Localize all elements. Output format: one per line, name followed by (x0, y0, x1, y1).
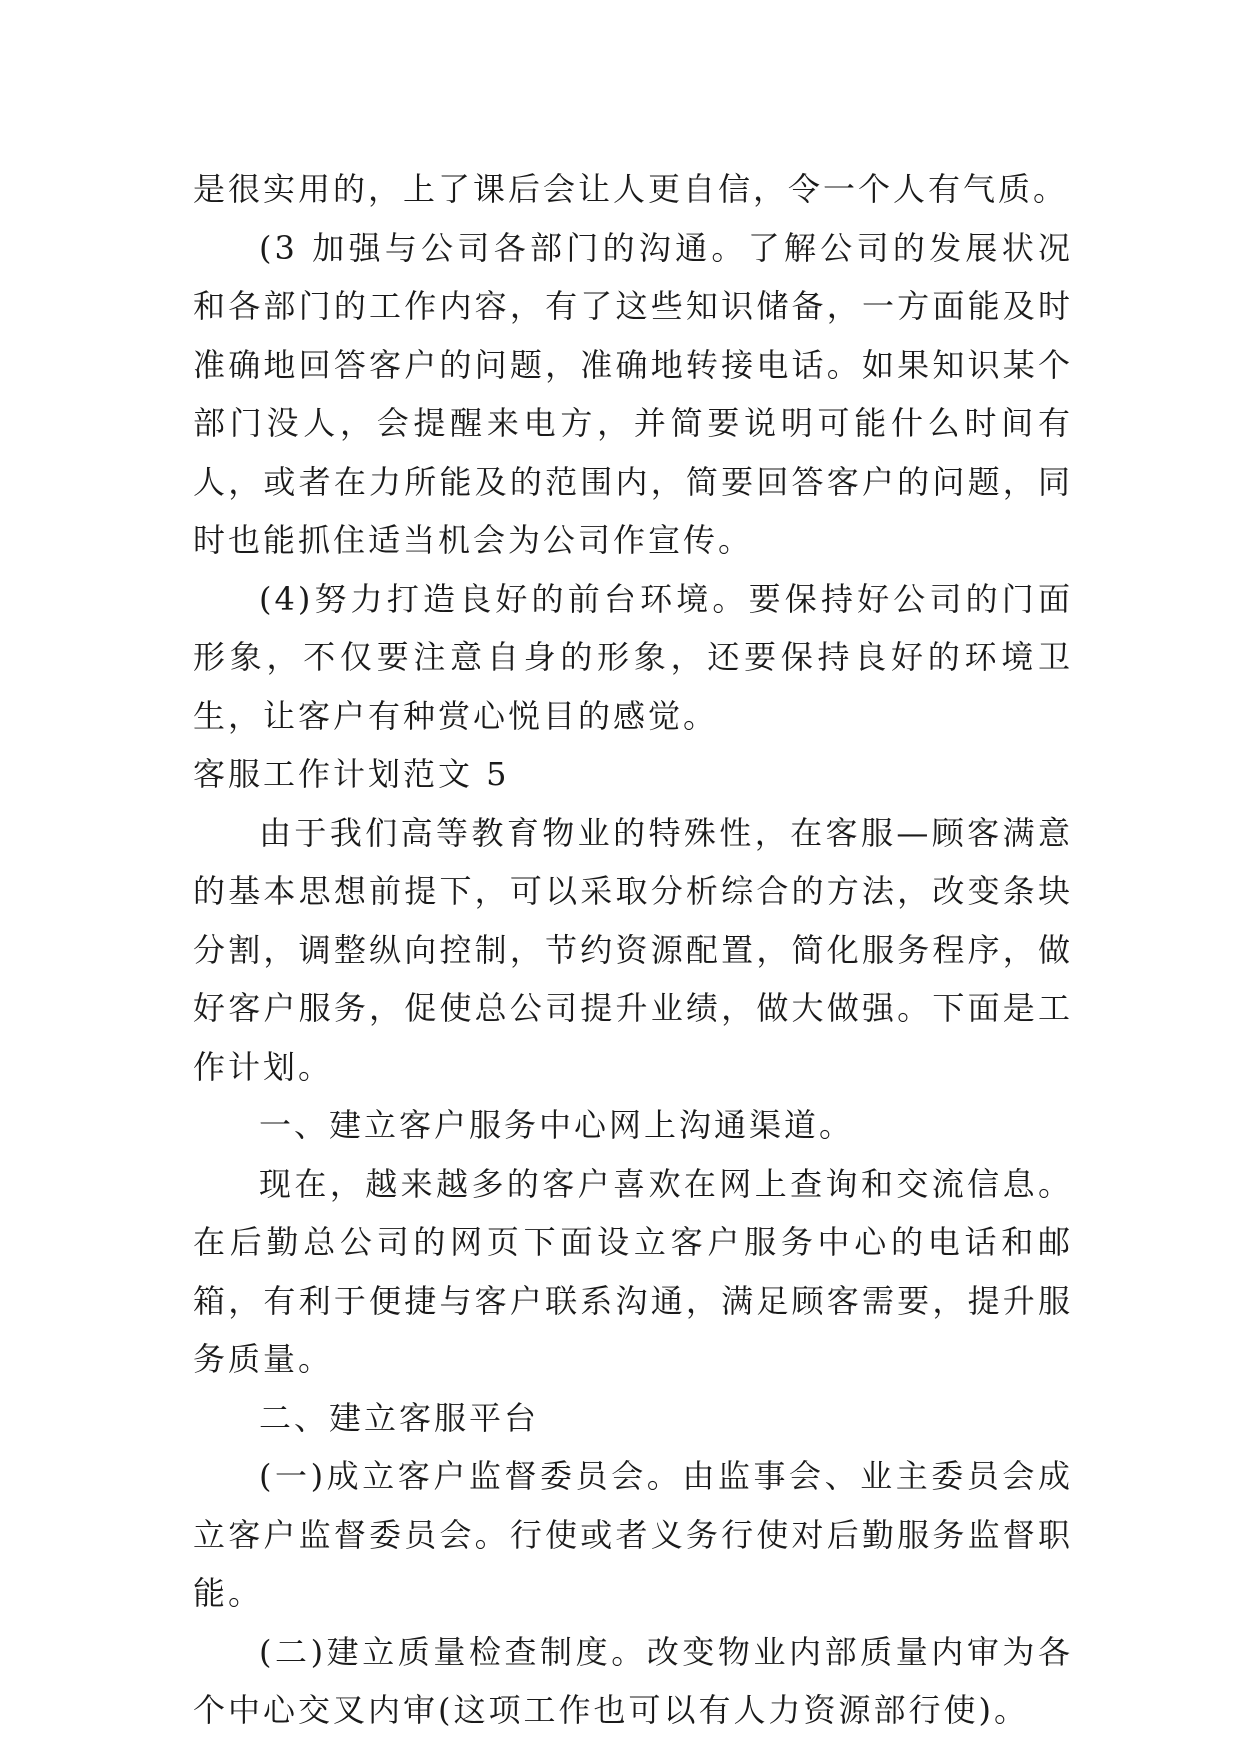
paragraph: 二、建立客服平台 (259, 1398, 540, 1437)
paragraph: 是很实用的，上了课后会让人更自信，令一个人有气质。 (193, 170, 1069, 208)
document-body (193, 160, 1073, 1740)
paragraph: (一)成立客户监督委员会。由监事会、业主委员会成立客户监督委员会。行使或者义务行使对后勤服务监督职能。 (193, 1457, 1073, 1612)
section-heading: 客服工作计划范文 5 (193, 755, 510, 793)
paragraph: (3 加强与公司各部门的沟通。了解公司的发展状况和各部门的工作内容，有了这些知识储备，一方面能及时准确地回答客户的问题，准确地转接电话。如果知识某个部门没人，会提醒来电方，并简要说明可能什么时间有人，或者在力所能及的范围内，简要回答客户的问题，同时也能抓住适当机会为公司作宣传。 (193, 228, 1073, 559)
paragraph: 现在，越来越多的客户喜欢在网上查询和交流信息。在后勤总公司的网页下面设立客户服务中心的电话和邮箱，有利于便捷与客户联系沟通，满足顾客需要，提升服务质量。 (193, 1164, 1073, 1378)
paragraph: (二)建立质量检查制度。改变物业内部质量内审为各个中心交叉内审(这项工作也可以有人力资源部行使)。 (193, 1632, 1073, 1729)
paragraph: 由于我们高等教育物业的特殊性，在客服—顾客满意的基本思想前提下，可以采取分析综合的方法，改变条块分割，调整纵向控制，节约资源配置，简化服务程序，做好客户服务，促使总公司提升业绩，做大做强。下面是工作计划。 (193, 813, 1073, 1086)
paragraph: 一、建立客户服务中心网上沟通渠道。 (259, 1106, 855, 1144)
paragraph: (4)努力打造良好的前台环境。要保持好公司的门面形象，不仅要注意自身的形象，还要保持良好的环境卫生，让客户有种赏心悦目的感觉。 (193, 579, 1073, 735)
